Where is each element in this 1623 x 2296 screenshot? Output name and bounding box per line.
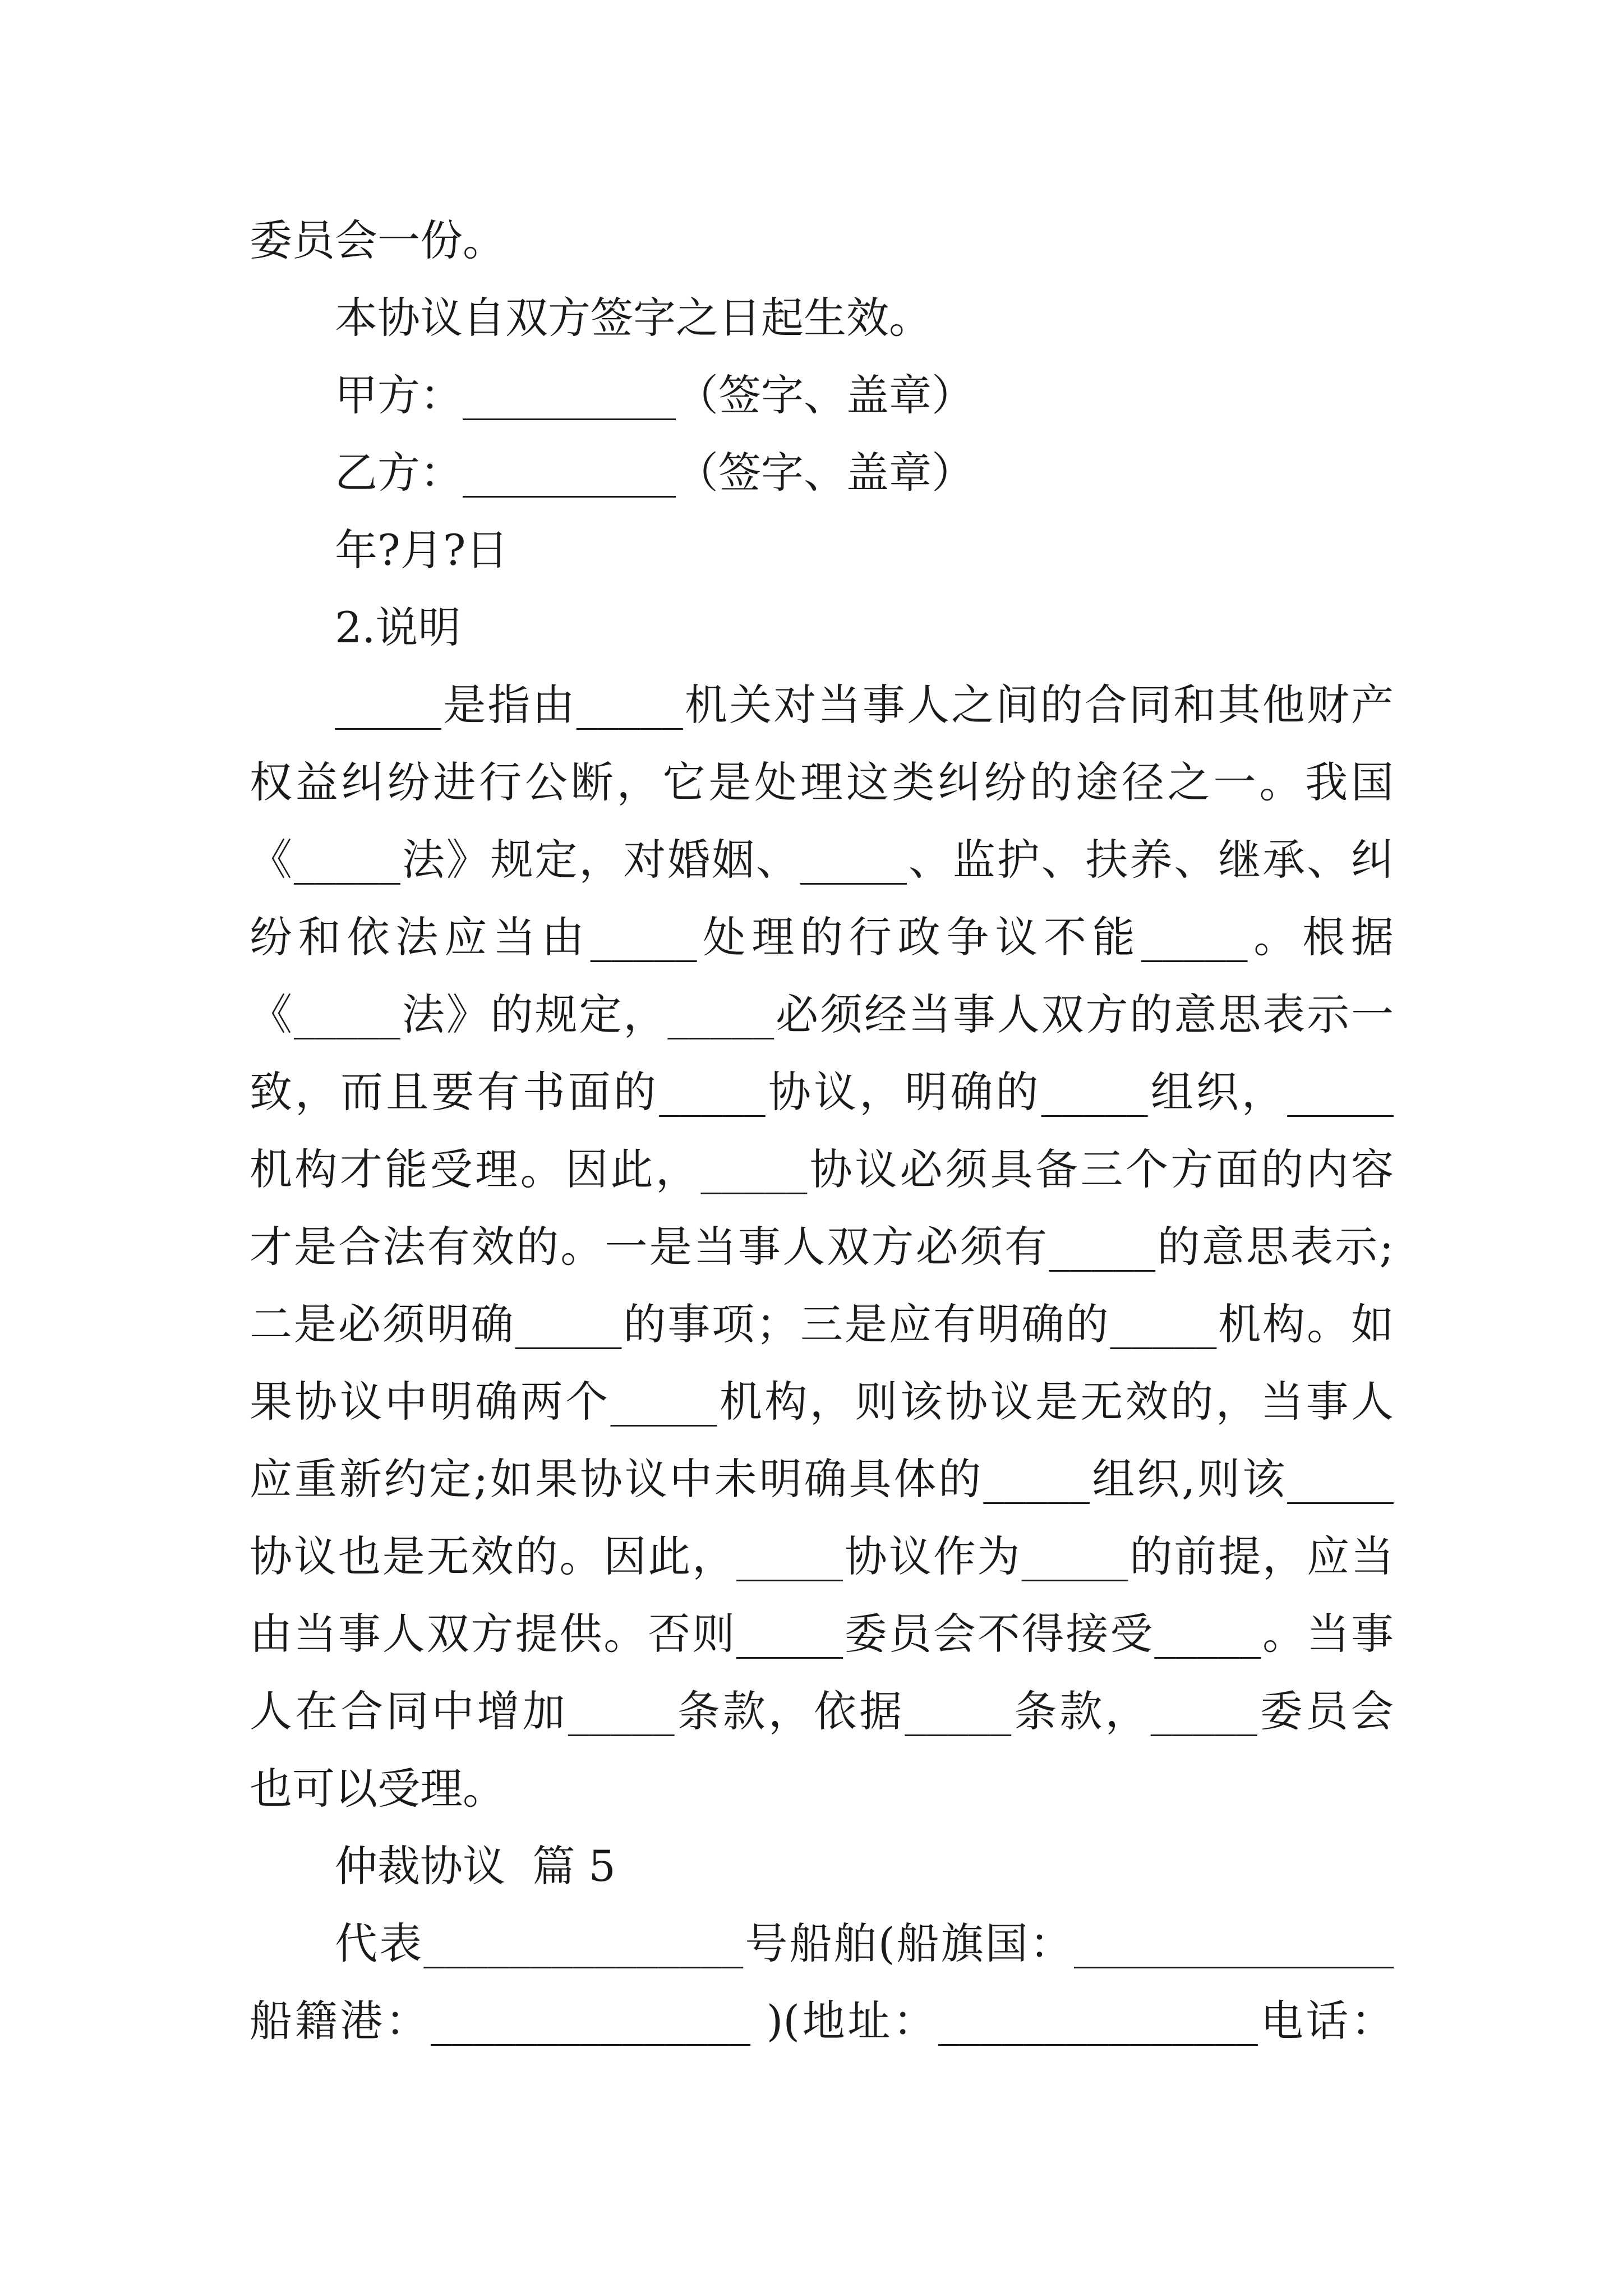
text-line: 纷和依法应当由_____处理的行政争议不能_____。根据 xyxy=(250,912,1394,962)
text-line: 才是合法有效的。一是当事人双方必须有_____的意思表示; xyxy=(250,1222,1394,1272)
date-line: 年?月?日 xyxy=(335,525,509,575)
text-line: 《_____法》的规定，_____必须经当事人双方的意思表示一 xyxy=(250,990,1394,1039)
text-line: 权益纠纷进行公断，它是处理这类纠纷的途径之一。我国 xyxy=(250,757,1394,807)
text-line: 二是必须明确_____的事项；三是应有明确的_____机构。如 xyxy=(250,1299,1394,1349)
text-line: 代表_______________号船舶(船旗国：_______________ xyxy=(335,1918,1394,1968)
party-b-signature-line: 乙方：__________（签字、盖章） xyxy=(335,448,974,498)
section-title: 仲裁协议 篇 5 xyxy=(335,1841,616,1891)
text-line: 由当事人双方提供。否则_____委员会不得接受_____。当事 xyxy=(250,1609,1394,1659)
text-line: 人在合同中增加_____条款，依据_____条款，_____委员会 xyxy=(250,1686,1394,1736)
party-a-signature-line: 甲方：__________（签字、盖章） xyxy=(335,370,974,420)
text-line: 应重新约定;如果协议中未明确具体的_____组织,则该_____ xyxy=(250,1454,1394,1504)
text-line: 《_____法》规定，对婚姻、_____、监护、扶养、继承、纠 xyxy=(250,835,1394,885)
text-line: 致，而且要有书面的_____协议，明确的_____组织，_____ xyxy=(250,1067,1394,1117)
text-line: 船籍港：_______________ )(地址：_______________电话： xyxy=(250,1996,1394,2046)
text-line: 也可以受理。 xyxy=(250,1764,505,1814)
text-line: 机构才能受理。因此，_____协议必须具备三个方面的内容 xyxy=(250,1144,1394,1194)
section-heading: 2.说明 xyxy=(335,602,461,652)
text-line: 本协议自双方签字之日起生效。 xyxy=(335,293,932,343)
text-line: 果协议中明确两个_____机构，则该协议是无效的，当事人 xyxy=(250,1377,1394,1427)
text-line: 委员会一份。 xyxy=(250,215,505,265)
text-line: _____是指由_____机关对当事人之间的合同和其他财产 xyxy=(335,680,1394,730)
text-line: 协议也是无效的。因此，_____协议作为_____的前提，应当 xyxy=(250,1531,1394,1581)
document-body xyxy=(250,202,1394,2060)
